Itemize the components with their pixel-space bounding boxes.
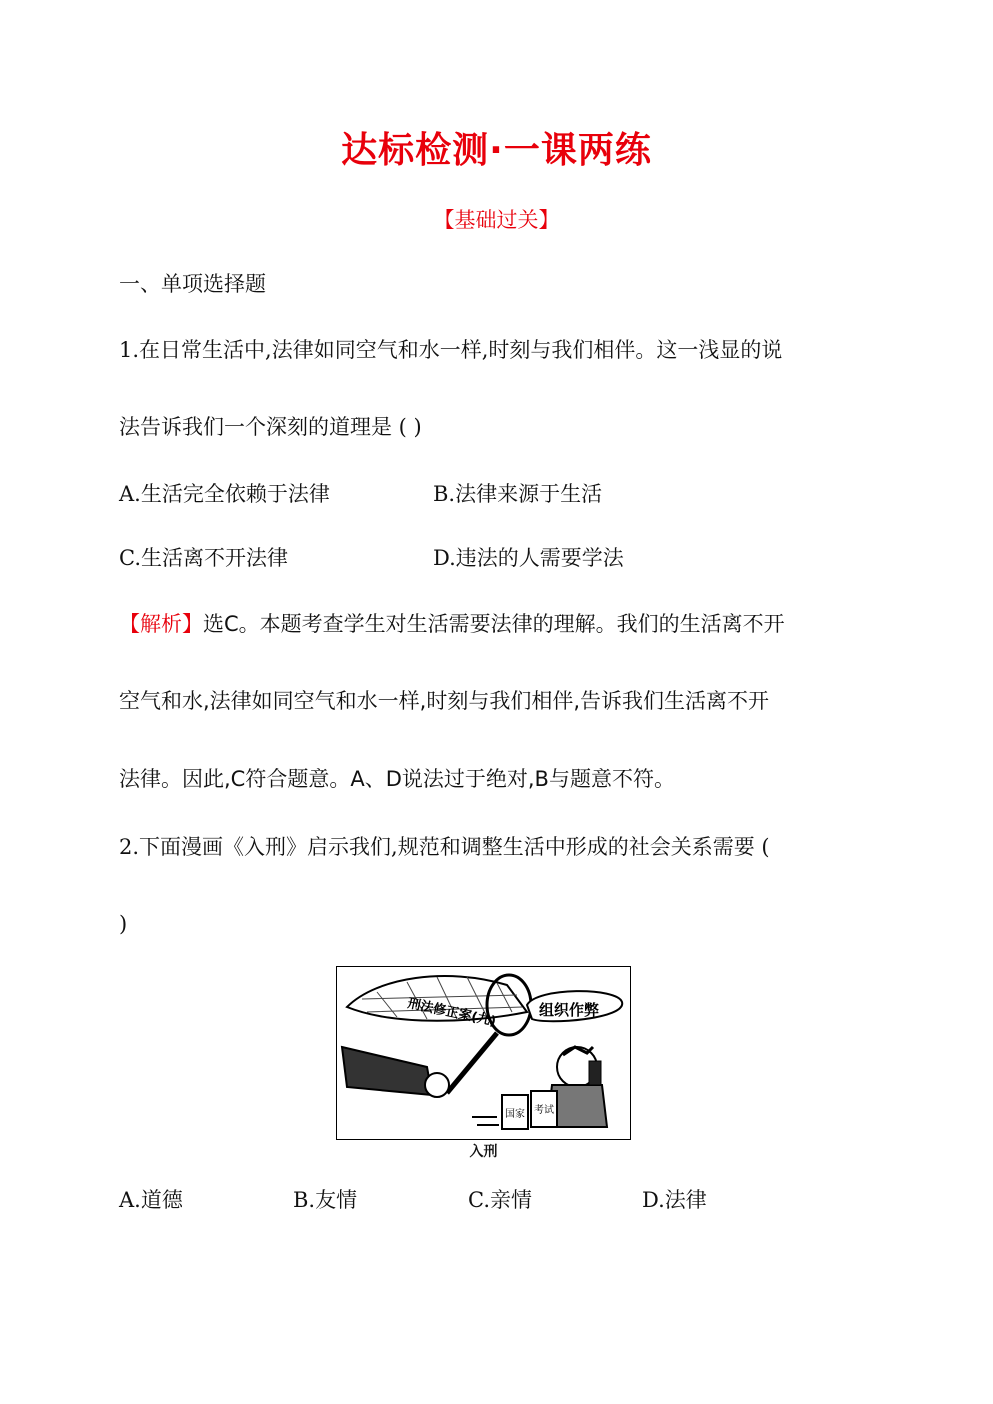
q2-option-a: A.道德	[119, 1188, 183, 1212]
q1-option-d: D.违法的人需要学法	[433, 546, 624, 570]
section-subtitle: 【基础过关】	[433, 208, 560, 232]
q1-option-b: B.法律来源于生活	[433, 482, 603, 506]
net-handle	[447, 1033, 497, 1093]
cartoon-caption: 入刑	[469, 1144, 498, 1160]
page-title: 达标检测·一课两练	[341, 130, 652, 171]
book-left-label: 国家	[505, 1109, 525, 1120]
q1-option-c: C.生活离不开法律	[119, 546, 288, 570]
arm-sleeve	[342, 1047, 432, 1095]
q1-analysis-line1	[119, 610, 785, 638]
hand	[425, 1073, 449, 1097]
q1-analysis-line2: 空气和水,法律如同空气和水一样,时刻与我们相伴,告诉我们生活离不开	[119, 689, 770, 713]
q2-stem-line2: )	[119, 912, 128, 936]
q1-option-a: A.生活完全依赖于法律	[119, 482, 330, 506]
q2-stem-line1: 2.下面漫画《入刑》启示我们,规范和调整生活中形成的社会关系需要 (	[119, 835, 770, 859]
q2-option-c: C.亲情	[468, 1188, 532, 1212]
analysis-text-1: 选C。本题考查学生对生活需要法律的理解。我们的生活离不开	[203, 612, 785, 636]
section-heading: 一、单项选择题	[119, 272, 266, 296]
cartoon-image	[336, 966, 631, 1140]
q1-analysis-line3: 法律。因此,C符合题意。A、D说法过于绝对,B与题意不符。	[119, 767, 675, 791]
phone-icon	[589, 1061, 601, 1085]
net-label: 刑法修正案(九)	[406, 996, 498, 1030]
bubble-text: 组织作弊	[539, 1001, 600, 1019]
q1-stem-line1: 1.在日常生活中,法律如同空气和水一样,时刻与我们相伴。这一浅显的说	[119, 338, 783, 362]
analysis-tag: 【解析】	[119, 612, 203, 636]
cartoon-drawing	[337, 967, 630, 1139]
q2-option-d: D.法律	[642, 1188, 707, 1212]
q2-option-b: B.友情	[293, 1188, 358, 1212]
q1-stem-line2: 法告诉我们一个深刻的道理是 ( )	[119, 415, 422, 439]
book-right-label: 考试	[534, 1105, 554, 1116]
